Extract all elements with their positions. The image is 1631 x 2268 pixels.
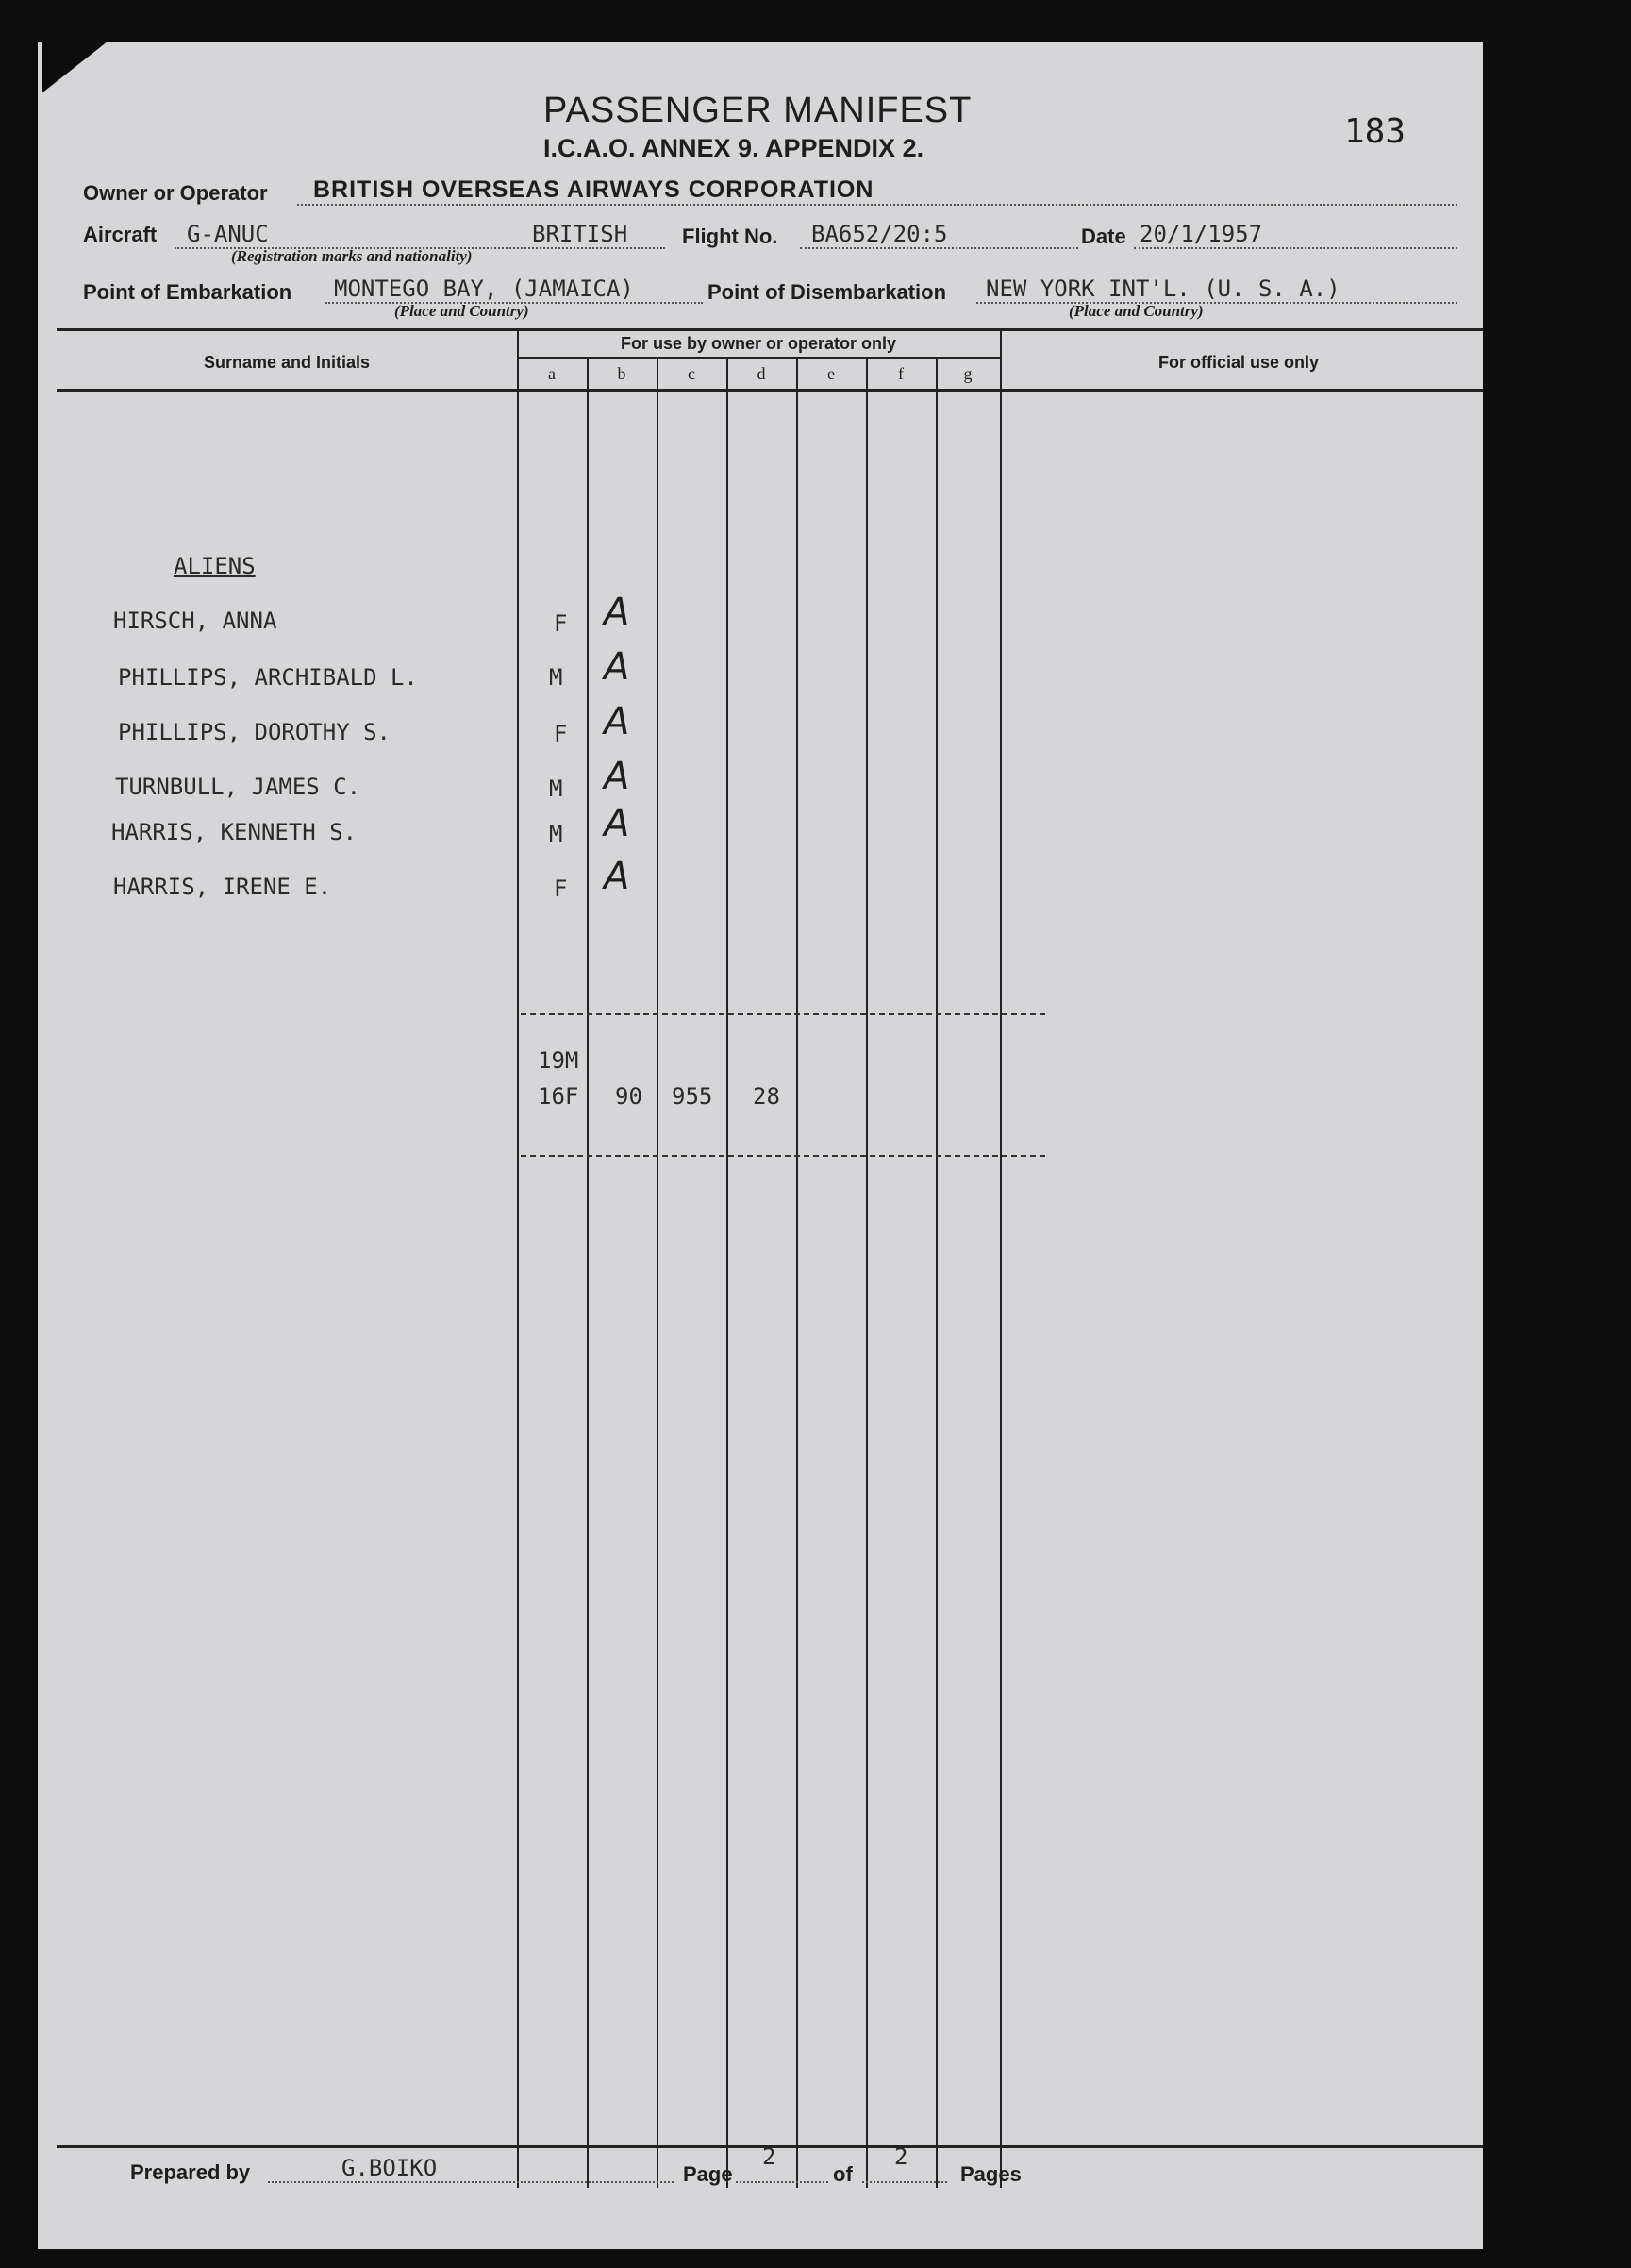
- vrule-a: [517, 329, 519, 2188]
- vrule-d: [726, 359, 728, 2188]
- date-value: 20/1/1957: [1140, 221, 1263, 247]
- table-header-rule: [57, 389, 1483, 392]
- table-top-rule: [57, 328, 1483, 331]
- passenger-sex: M: [549, 664, 563, 691]
- subcol-b: b: [617, 364, 626, 383]
- vrule-g: [936, 359, 938, 2188]
- passenger-name: HIRSCH, ANNA: [113, 608, 277, 634]
- total-a-line2: 16F: [538, 1083, 579, 1109]
- passenger-mark: A: [604, 591, 630, 634]
- subcol-f: f: [898, 364, 904, 383]
- owner-dotline: [297, 204, 1457, 206]
- totals-top-rule: [521, 1013, 1045, 1015]
- aircraft-value: G-ANUC: [187, 221, 269, 247]
- owner-label: Owner or Operator: [83, 181, 268, 205]
- place-note-right: (Place and Country): [1069, 302, 1204, 320]
- subcol-g: g: [963, 364, 973, 383]
- passenger-mark: A: [604, 802, 630, 845]
- vrule-f: [866, 359, 868, 2188]
- flight-dotline: [800, 247, 1078, 249]
- form-subtitle: I.C.A.O. ANNEX 9. APPENDIX 2.: [543, 134, 924, 162]
- flight-value: BA652/20:5: [811, 221, 948, 247]
- owner-group-rule: [517, 357, 1000, 359]
- date-dotline: [1134, 247, 1457, 249]
- passenger-sex: M: [549, 775, 563, 802]
- passenger-mark: A: [604, 700, 630, 743]
- total-b: 90: [615, 1083, 642, 1109]
- passenger-name: PHILLIPS, DOROTHY S.: [118, 719, 391, 745]
- total-c: 955: [672, 1083, 713, 1109]
- of-value: 2: [894, 2143, 908, 2170]
- subcol-c: c: [688, 364, 695, 383]
- owner-value: BRITISH OVERSEAS AIRWAYS CORPORATION: [313, 176, 874, 203]
- prepared-value: G.BOIKO: [341, 2155, 438, 2181]
- date-label: Date: [1081, 225, 1126, 248]
- passenger-mark: A: [604, 755, 630, 798]
- passenger-name: TURNBULL, JAMES C.: [115, 774, 361, 800]
- passenger-name: HARRIS, IRENE E.: [113, 874, 332, 900]
- of-dotline: [862, 2181, 947, 2183]
- prepared-dotline: [268, 2181, 674, 2183]
- vrule-e: [796, 359, 798, 2188]
- passenger-mark: A: [604, 645, 630, 689]
- disembark-dotline: [976, 302, 1457, 304]
- embark-value: MONTEGO BAY, (JAMAICA): [334, 275, 634, 302]
- pages-label: Pages: [960, 2162, 1022, 2186]
- passenger-sex: F: [554, 610, 568, 637]
- subcol-a: a: [548, 364, 556, 383]
- registration-note: (Registration marks and nationality): [231, 247, 473, 265]
- passenger-name: PHILLIPS, ARCHIBALD L.: [118, 664, 418, 691]
- corner-mark: [42, 42, 108, 93]
- subcol-e: e: [827, 364, 835, 383]
- section-aliens: ALIENS: [174, 553, 256, 579]
- page-value: 2: [762, 2143, 776, 2170]
- passenger-sex: M: [549, 821, 563, 847]
- flight-label: Flight No.: [682, 225, 778, 248]
- total-d: 28: [753, 1083, 780, 1109]
- prepared-label: Prepared by: [130, 2160, 251, 2184]
- vrule-c: [657, 359, 658, 2188]
- embark-label: Point of Embarkation: [83, 280, 292, 304]
- aircraft-label: Aircraft: [83, 223, 158, 246]
- disembark-value: NEW YORK INT'L. (U. S. A.): [986, 275, 1340, 302]
- total-a-line1: 19M: [538, 1047, 579, 1074]
- passenger-sex: F: [554, 876, 568, 902]
- passenger-sex: F: [554, 721, 568, 747]
- col-official: For official use only: [1157, 353, 1320, 372]
- totals-bottom-rule: [521, 1155, 1045, 1157]
- col-owner-group: For use by owner or operator only: [620, 334, 897, 353]
- passenger-name: HARRIS, KENNETH S.: [111, 819, 358, 845]
- subcol-d: d: [757, 364, 766, 383]
- nationality-value: BRITISH: [532, 221, 628, 247]
- page-dotline: [736, 2181, 828, 2183]
- of-label: of: [833, 2162, 853, 2186]
- disembark-label: Point of Disembarkation: [707, 280, 947, 304]
- sheet-number: 183: [1344, 112, 1406, 151]
- vrule-b: [587, 359, 589, 2188]
- form-title: PASSENGER MANIFEST: [543, 91, 973, 130]
- place-note-left: (Place and Country): [394, 302, 529, 320]
- page-label: Page: [683, 2162, 733, 2186]
- passenger-mark: A: [604, 855, 630, 898]
- col-surname: Surname and Initials: [203, 353, 371, 372]
- manifest-page: [38, 42, 1483, 2249]
- vrule-official: [1000, 329, 1002, 2188]
